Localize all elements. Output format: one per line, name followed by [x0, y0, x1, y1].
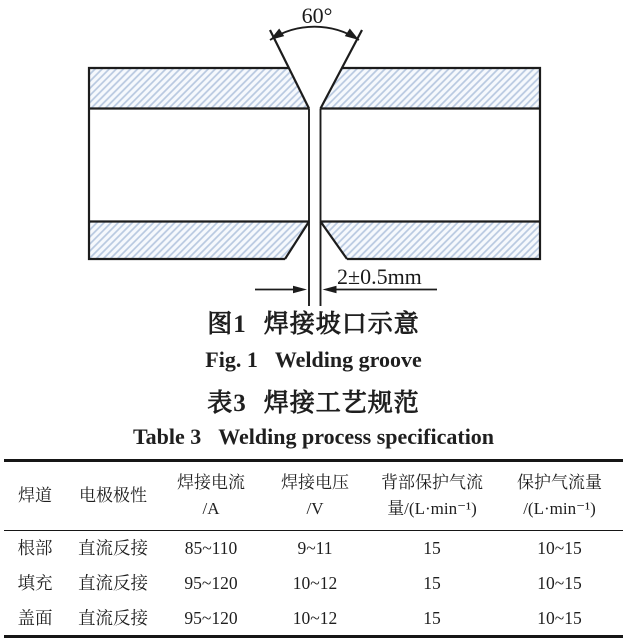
- root-gap-lines: [309, 109, 321, 307]
- header-cell: 焊接电流 /A: [177, 473, 245, 518]
- table-header-row: [4, 462, 623, 531]
- figure-title-en: Welding groove: [274, 347, 422, 372]
- figure-caption-en: [0, 347, 627, 373]
- body-cell: 15: [423, 573, 441, 594]
- arrowhead-right-icon: [345, 29, 359, 41]
- angle-arc: [270, 27, 359, 40]
- plate-top-right-section: [321, 68, 541, 109]
- body-cell: 10~15: [537, 607, 582, 628]
- gap-dimension: [255, 264, 437, 293]
- figure-number-zh: 图1: [207, 311, 247, 338]
- body-cell: 95~120: [184, 607, 238, 628]
- body-cell: 直流反接: [78, 573, 148, 594]
- welding-groove-diagram: [0, 0, 627, 310]
- table-row: [4, 600, 623, 635]
- gap-dimension-label: 2±0.5mm: [337, 264, 422, 289]
- body-cell: 95~120: [184, 573, 238, 594]
- body-cell: 10~15: [537, 573, 582, 594]
- table-title-en: Welding process specification: [218, 424, 495, 449]
- dim-arrow-right-icon: [293, 286, 307, 293]
- header-cell: 背部保护气流 量/(L·min⁻¹): [381, 473, 483, 518]
- body-cell: 直流反接: [78, 607, 148, 628]
- table-title-zh: 焊接工艺规范: [263, 390, 420, 417]
- body-cell: 10~15: [537, 538, 582, 559]
- body-cell: 15: [423, 538, 441, 559]
- table-caption-zh: [0, 383, 627, 419]
- body-cell: 10~12: [292, 607, 338, 628]
- table-caption-en: [0, 424, 627, 450]
- table-row: [4, 566, 623, 601]
- body-cell: 85~110: [184, 538, 238, 559]
- body-cell: 直流反接: [78, 538, 148, 559]
- angle-label: 60°: [301, 3, 333, 28]
- table-number-en: Table 3: [132, 424, 202, 449]
- body-cell: 10~12: [292, 573, 338, 594]
- plate-top-left-section: [89, 68, 309, 109]
- plate-bottom-right-section: [321, 222, 541, 260]
- header-cell: 焊接电压 /V: [281, 473, 349, 518]
- dim-arrow-left-icon: [323, 286, 337, 293]
- header-cell: 保护气流量 /(L·min⁻¹): [517, 473, 602, 518]
- welding-spec-table: [4, 459, 623, 638]
- plate-bottom-left-section: [89, 222, 309, 260]
- table-body: [4, 531, 623, 635]
- figure-title-zh: 焊接坡口示意: [263, 311, 420, 338]
- body-cell: 根部: [17, 538, 53, 559]
- body-cell: 15: [423, 607, 441, 628]
- figure-number-en: Fig. 1: [205, 347, 258, 372]
- angle-dimension: [270, 3, 359, 40]
- figure-caption-zh: [0, 304, 627, 340]
- body-cell: 填充: [17, 573, 53, 594]
- header-cell: 电极极性: [79, 486, 147, 505]
- header-cell: 焊道: [18, 486, 52, 505]
- body-cell: 9~11: [297, 538, 333, 559]
- table-row: [4, 531, 623, 566]
- table-number-zh: 表3: [207, 390, 247, 417]
- body-cell: 盖面: [17, 607, 53, 628]
